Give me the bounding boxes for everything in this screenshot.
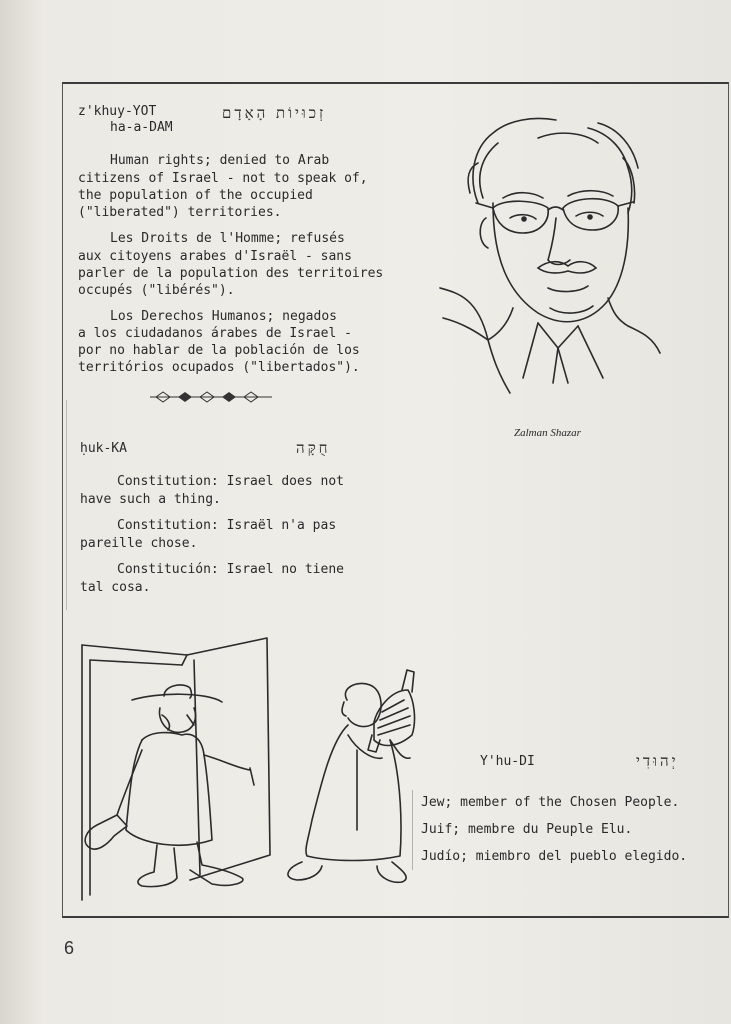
entry1-translit-line1: z'khuy-YOT <box>78 104 157 119</box>
entry1-translit-line2: ha-a-DAM <box>110 120 173 135</box>
entry3-separator <box>412 790 413 870</box>
entry1-fr-line1: Les Droits de l'Homme; refusés <box>110 231 345 246</box>
entry2-fr-line1: Constitution: Israël n'a pas <box>117 518 337 533</box>
entry3-fr: Juif; membre du Peuple Elu. <box>421 822 633 837</box>
entry2-translit: ḥuk-KA <box>80 441 127 456</box>
portrait-drawing <box>438 108 663 398</box>
entry1-es-line1: Los Derechos Humanos; negados <box>110 309 337 324</box>
entry1-fr-line2: aux citoyens arabes d'Israël - sans <box>78 249 352 264</box>
entry1-es-line4: territórios ocupados ("libertados"). <box>78 360 360 375</box>
entry1-es-line2: a los ciudadanos árabes de Israel - <box>78 326 352 341</box>
page-number: 6 <box>64 938 75 958</box>
entry2-hebrew: חֻקָּה <box>296 439 331 457</box>
entry2-fr-line2: pareille chose. <box>80 536 198 551</box>
entry3-en: Jew; member of the Chosen People. <box>421 795 680 810</box>
entry2-en-line1: Constitution: Israel does not <box>117 474 344 489</box>
entry1-en-line1: Human rights; denied to Arab <box>110 153 330 168</box>
entry1-hebrew: זְכוּיוֹת הָאָדָם <box>222 104 327 122</box>
entry3-translit: Y'hu-DI <box>480 754 535 769</box>
left-separator <box>66 400 67 610</box>
ornament-divider <box>150 390 272 404</box>
entry3-es: Judío; miembro del pueblo elegido. <box>421 849 688 864</box>
entry1-en-line3: the population of the occupied <box>78 188 313 203</box>
entry1-fr-line4: occupés ("libérés"). <box>78 283 235 298</box>
entry2-es-line2: tal cosa. <box>80 580 151 595</box>
entry1-es-line3: por no hablar de la población de los <box>78 343 360 358</box>
entry2-es-line1: Constitución: Israel no tiene <box>117 562 344 577</box>
entry1-en-line4: ("liberated") territories. <box>78 205 282 220</box>
entry3-hebrew: יְהוּדִי <box>636 752 679 770</box>
entry1-en-line2: citizens of Israel - not to speak of, <box>78 171 368 186</box>
entry2-en-line2: have such a thing. <box>80 492 221 507</box>
entry1-fr-line3: parler de la population des territoires <box>78 266 384 281</box>
portrait-caption: Zalman Shazar <box>514 427 581 439</box>
cartoon-drawing <box>72 630 427 905</box>
